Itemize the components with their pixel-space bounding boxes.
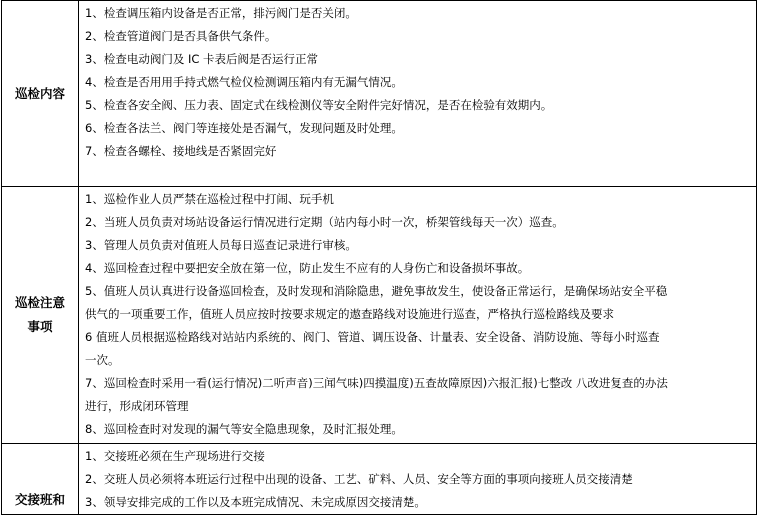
content-line: 4、巡回检查过程中要把安全放在第一位，防止发生不应有的人身伤亡和设备损坏事故。 xyxy=(85,261,530,275)
section-content-inspection-content xyxy=(79,1,757,187)
content-line: 进行，形成闭环管理 xyxy=(85,399,189,413)
content-line: 一次。 xyxy=(85,353,120,367)
content-line: 4、检查是否用用手持式燃气检仪检测调压箱内有无漏气情况。 xyxy=(85,75,403,89)
content-line: 8、巡回检查时对发现的漏气等安全隐患现象，及时汇报处理。 xyxy=(85,422,403,436)
content-line: 5、检查各安全阀、压力表、固定式在线检测仪等安全附件完好情况，是否在检验有效期内。 xyxy=(85,98,553,112)
content-line: 1、检查调压箱内设备是否正常，排污阀门是否关闭。 xyxy=(85,6,357,20)
section-content-inspection-notes xyxy=(79,187,757,444)
content-line: 7、巡回检查时采用一看(运行情况)二听声音)三闻气味)四摸温度)五查故障原因)六报汇报)七整改 八改进复查的办法 xyxy=(85,376,668,390)
section-label-inspection-content xyxy=(2,1,79,187)
content-line: 1、交接班必须在生产现场进行交接 xyxy=(85,449,265,463)
content-line: 5、值班人员认真进行设备巡回检查，及时发现和消除隐患，避免事故发生，使设备正常运行，是确保场站安全平稳 xyxy=(85,284,668,298)
section-label-line: 巡检内容 xyxy=(14,85,65,101)
content-line: 2、交班人员必须将本班运行过程中出现的设备、工艺、矿料、人员、安全等方面的事项向接班人员交接清楚 xyxy=(85,472,633,486)
content-line: 供气的一项重要工作，值班人员应按时按要求规定的遨查路线对设施进行巡查，严格执行巡检路线及要求 xyxy=(85,307,614,321)
section-label-line: 事项 xyxy=(27,319,53,334)
content-line: 3、检查电动阀门及 IC 卡表后阀是否运行正常 xyxy=(85,52,319,66)
content-line: 2、检查管道阀门是否具备供气条件。 xyxy=(85,29,277,43)
inspection-table xyxy=(1,0,757,515)
section-label-inspection-notes xyxy=(2,187,79,444)
section-label-shift-handover xyxy=(2,444,79,515)
content-line: 3、管理人员负责对值班人员每日巡查记录进行审核。 xyxy=(85,238,357,252)
content-line: 6、检查各法兰、阀门等连接处是否漏气，发现问题及时处理。 xyxy=(85,121,403,135)
section-row-inspection-notes xyxy=(2,187,757,444)
content-line: 2、当班人员负责对场站设备运行情况进行定期（站内每小时一次，桥架管线每天一次）巡查。 xyxy=(85,215,564,229)
section-row-inspection-content xyxy=(2,1,757,187)
section-label-line: 交接班和 xyxy=(14,492,65,507)
content-line: 1、巡检作业人员严禁在巡检过程中打闹、玩手机 xyxy=(85,192,334,206)
content-line: 6 值班人员根据巡检路线对站站内系统的、阀门、管道、调压设备、计量表、安全设备、消防设施、等每小时巡查 xyxy=(85,330,660,344)
section-content-shift-handover xyxy=(79,444,757,515)
content-line: 3、领导安排完成的工作以及本班完成情况、未完成原因交接清楚。 xyxy=(85,495,426,509)
section-label-line: 巡检注意 xyxy=(14,295,65,310)
content-line: 7、检查各螺栓、接地线是否紧固完好 xyxy=(85,144,277,158)
section-row-shift-handover xyxy=(2,444,757,515)
